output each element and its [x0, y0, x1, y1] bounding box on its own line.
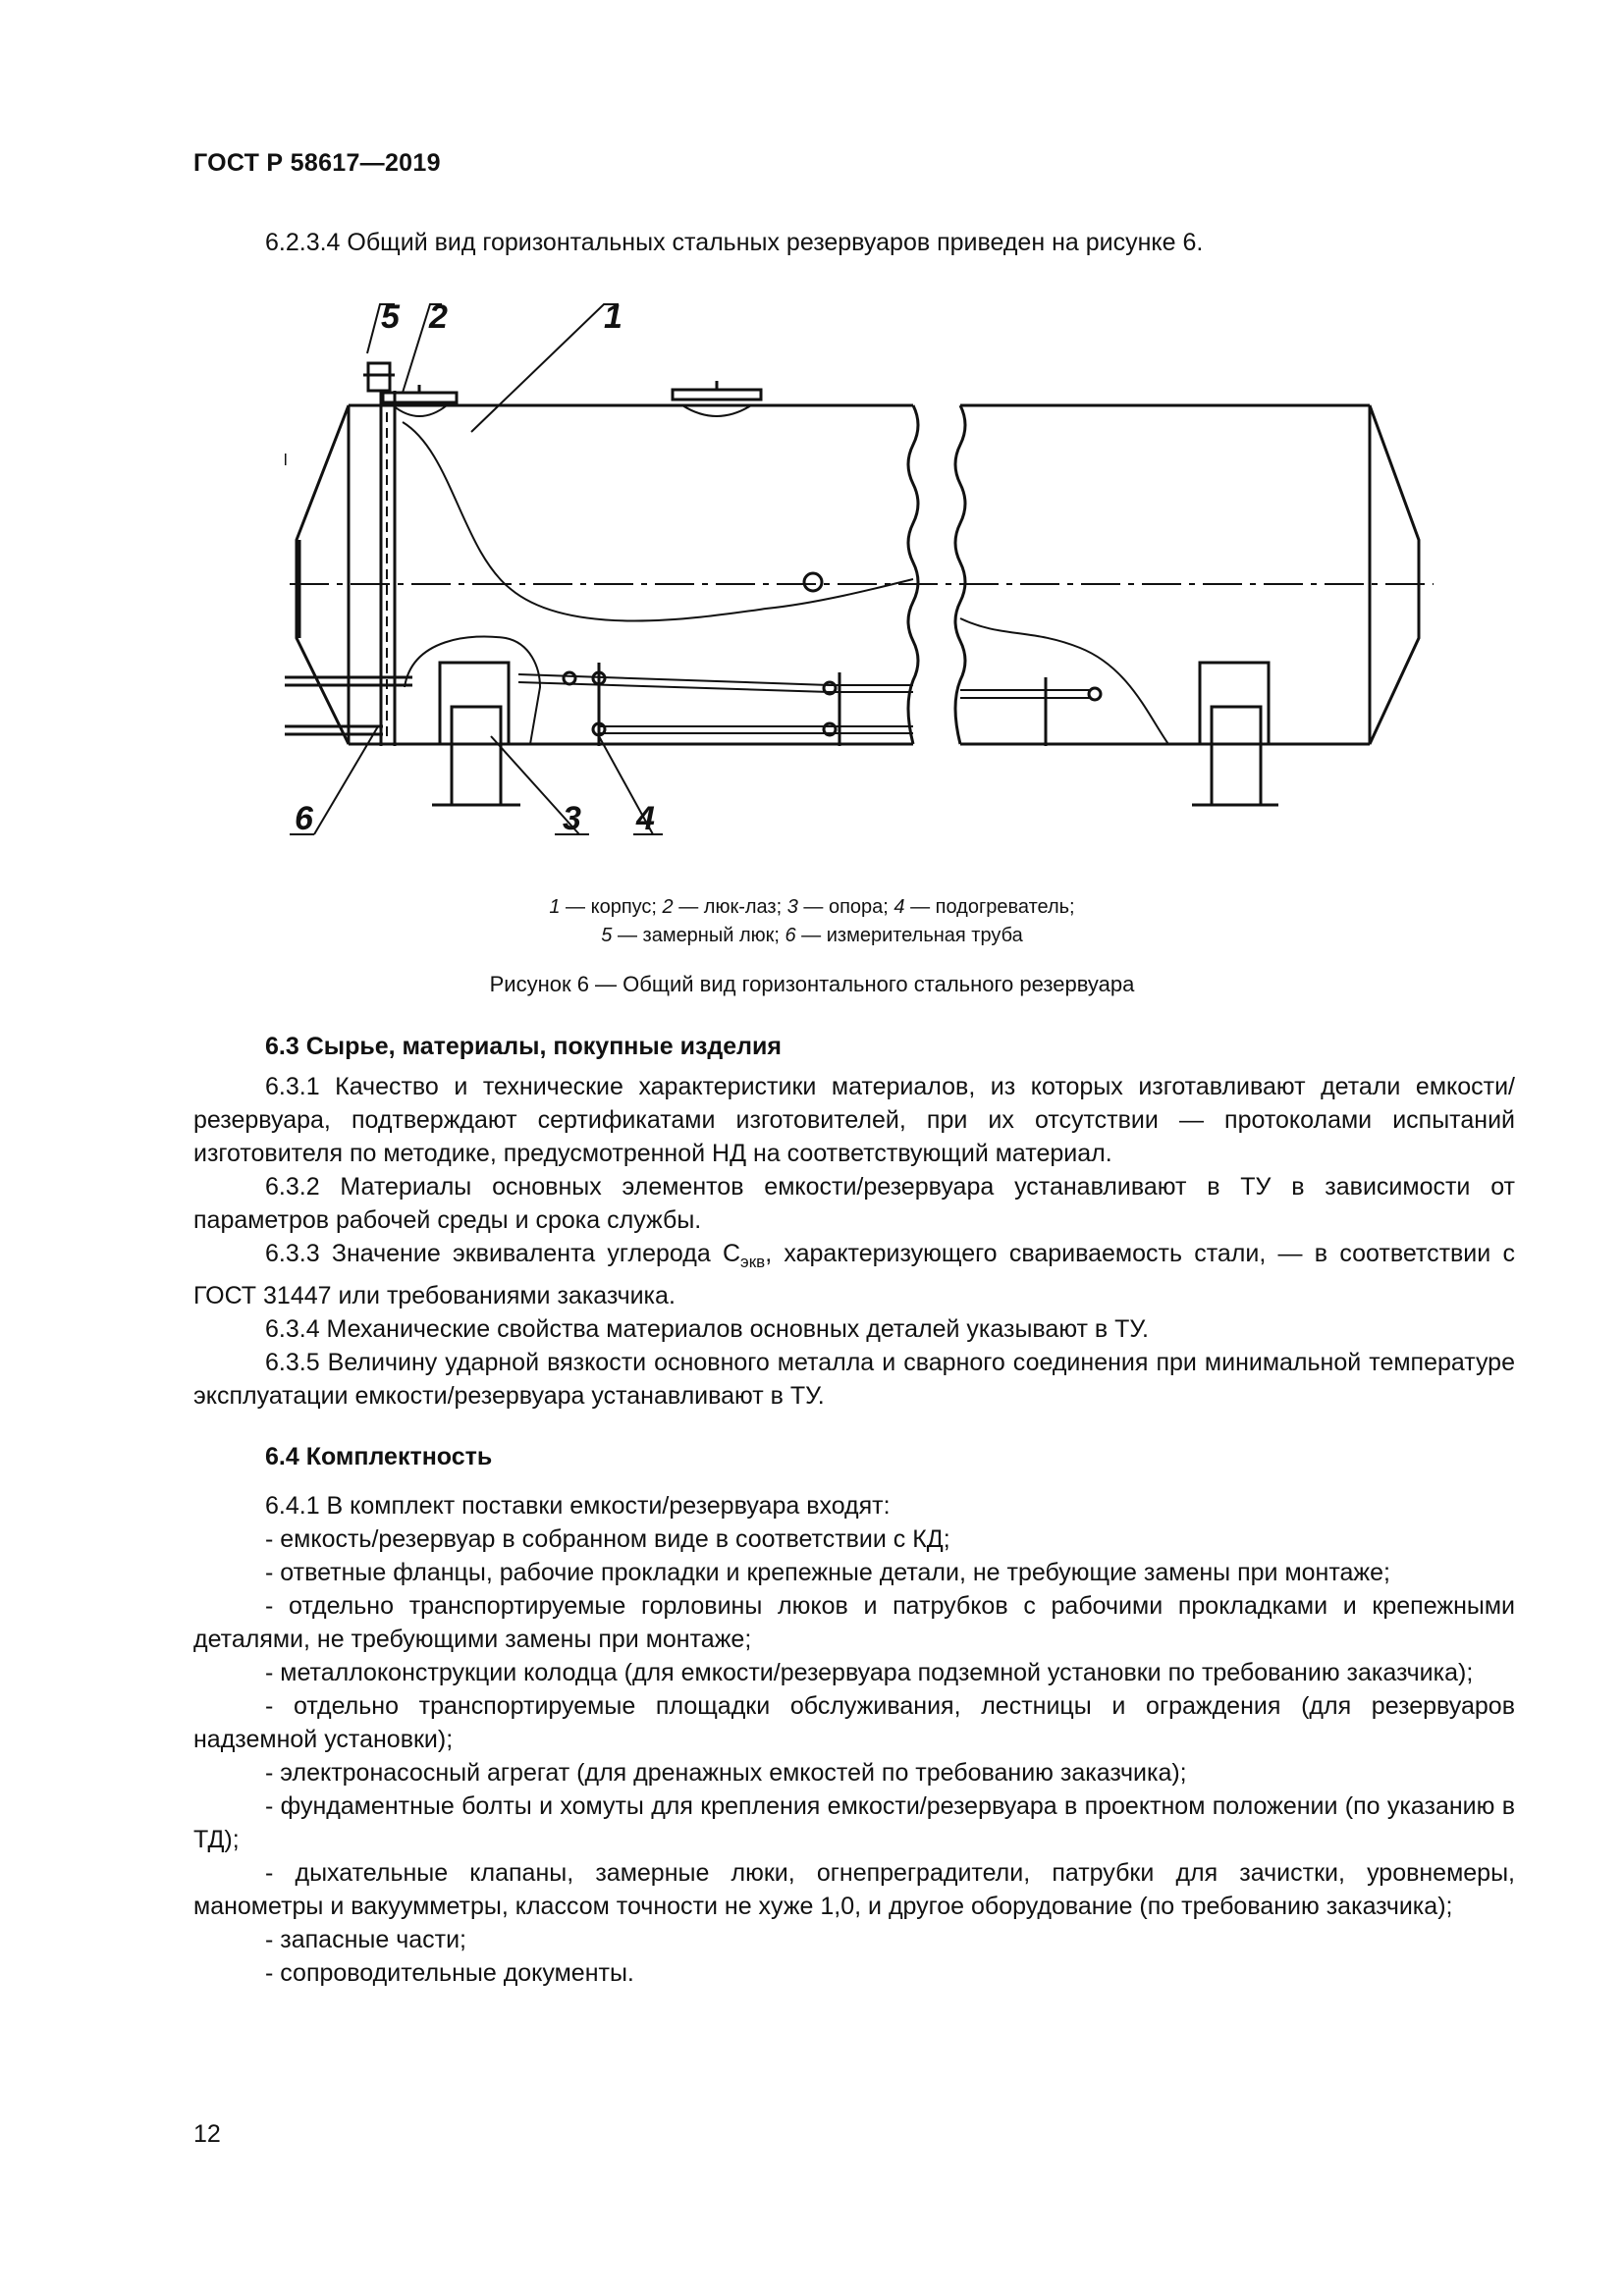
support-3-right-lower: [1212, 707, 1261, 805]
tank-shell-right: [960, 405, 1370, 744]
heater-4: [518, 674, 913, 733]
paragraph-6-3-4: 6.3.4 Механические свойства материалов основных деталей указывают в ТУ.: [265, 1315, 1149, 1343]
manhole-top: [673, 390, 761, 400]
figure-label-1: 1: [604, 298, 623, 336]
legend-text-5: — замерный люк;: [612, 925, 785, 946]
legend-num-2: 2: [662, 896, 674, 918]
figure-legend-line2: [0, 922, 1624, 949]
paragraph-6-3-5: 6.3.5 Величину ударной вязкости основного металла и сварного соединения при минимальной температуре эксплуатации емкости/резервуара устанавливают в ТУ.: [193, 1349, 1515, 1410]
break-line-2: [955, 405, 965, 744]
figure-caption: Рисунок 6 — Общий вид горизонтального стального резервуара: [489, 972, 1135, 996]
figure-label-2: 2: [429, 298, 448, 336]
legend-text-4: — подогреватель;: [904, 896, 1075, 918]
list-item: - фундаментные болты и хомуты для крепления емкости/резервуара в проектном положении (по указанию в ТД);: [193, 1792, 1515, 1853]
list-item: - отдельно транспортируемые площадки обслуживания, лестницы и ограждения (для резервуаров надземной установки);: [193, 1692, 1515, 1753]
list-item: - отдельно транспортируемые горловины люков и патрубков с рабочими прокладками и крепежными деталями, не требующими замены при монтаже;: [193, 1592, 1515, 1653]
paragraph-6-3-1: 6.3.1 Качество и технические характеристики материалов, из которых изготавливают детали емкости/резервуара, подтверждают сертификатами изготовителей, при их отсутствии — протоколами испытаний изготовителя по методике, предусмотренной НД на соответствующий материал.: [193, 1073, 1515, 1167]
list-item: - металлоконструкции колодца (для емкости/резервуара подземной установки по требованию заказчика);: [265, 1659, 1474, 1686]
figure-label-3: 3: [563, 800, 581, 837]
legend-text-1: — корпус;: [560, 896, 663, 918]
legend-num-6: 6: [785, 925, 796, 946]
legend-text-3: — опора;: [797, 896, 894, 918]
list-item: - емкость/резервуар в собранном виде в соответствии с КД;: [265, 1525, 950, 1553]
measuring-hatch-5: [368, 363, 390, 391]
tank-drawing: [285, 294, 1443, 844]
figure-label-5: 5: [381, 298, 400, 336]
legend-text-6: — измерительная труба: [795, 925, 1023, 946]
break-line-1: [908, 405, 918, 744]
left-head: [297, 405, 349, 744]
section-6-3-body: [193, 1070, 1515, 1413]
legend-num-3: 3: [786, 896, 798, 918]
list-item: 6.4.1 В комплект поставки емкости/резервуара входят:: [265, 1492, 891, 1520]
section-6-4-title: 6.4 Комплектность: [265, 1443, 493, 1470]
paragraph-6-3-3: [193, 1237, 1515, 1312]
list-item: - запасные части;: [265, 1926, 466, 1953]
paragraph-6-3-3-start: 6.3.3 Значение эквивалента углерода С: [265, 1240, 741, 1267]
paragraph-6-3-2: 6.3.2 Материалы основных элементов емкости/резервуара устанавливают в ТУ в зависимости от параметров рабочей среды и срока службы.: [193, 1173, 1515, 1234]
document-header: ГОСТ Р 58617—2019: [193, 149, 441, 177]
list-item: - ответные фланцы, рабочие прокладки и крепежные детали, не требующие замены при монтаже;: [265, 1559, 1390, 1586]
list-item: - электронасосный агрегат (для дренажных емкостей по требованию заказчика);: [265, 1759, 1187, 1787]
list-item: - дыхательные клапаны, замерные люки, огнепреградители, патрубки для зачистки, уровнемеры, манометры и вакуумметры, классом точности не хуже 1,0, и другое оборудование (по требованию заказчика);: [193, 1859, 1515, 1920]
page-number: 12: [193, 2120, 221, 2148]
figure-legend-line1: [0, 893, 1624, 921]
intro-paragraph: 6.2.3.4 Общий вид горизонтальных стальных резервуаров приведен на рисунке 6.: [265, 229, 1204, 256]
legend-num-5: 5: [601, 925, 613, 946]
section-6-3-title: 6.3 Сырье, материалы, покупные изделия: [265, 1033, 783, 1060]
figure-label-6: 6: [295, 800, 313, 837]
section-6-4-body: [193, 1489, 1515, 1990]
legend-num-1: 1: [549, 896, 561, 918]
paragraph-6-3-3-end: , характеризующего свариваемость стали, — в соответствии с ГОСТ 31447 или требованиями заказчика.: [193, 1240, 1515, 1309]
legend-num-4: 4: [893, 896, 905, 918]
right-head: [1370, 405, 1419, 744]
support-3-left-lower: [452, 707, 501, 805]
carbon-equivalent-subscript: экв: [740, 1253, 766, 1271]
legend-text-2: — люк-лаз;: [673, 896, 787, 918]
figure-label-4: 4: [636, 800, 655, 837]
cutaway-curve: [403, 422, 913, 621]
list-item: - сопроводительные документы.: [265, 1959, 634, 1987]
